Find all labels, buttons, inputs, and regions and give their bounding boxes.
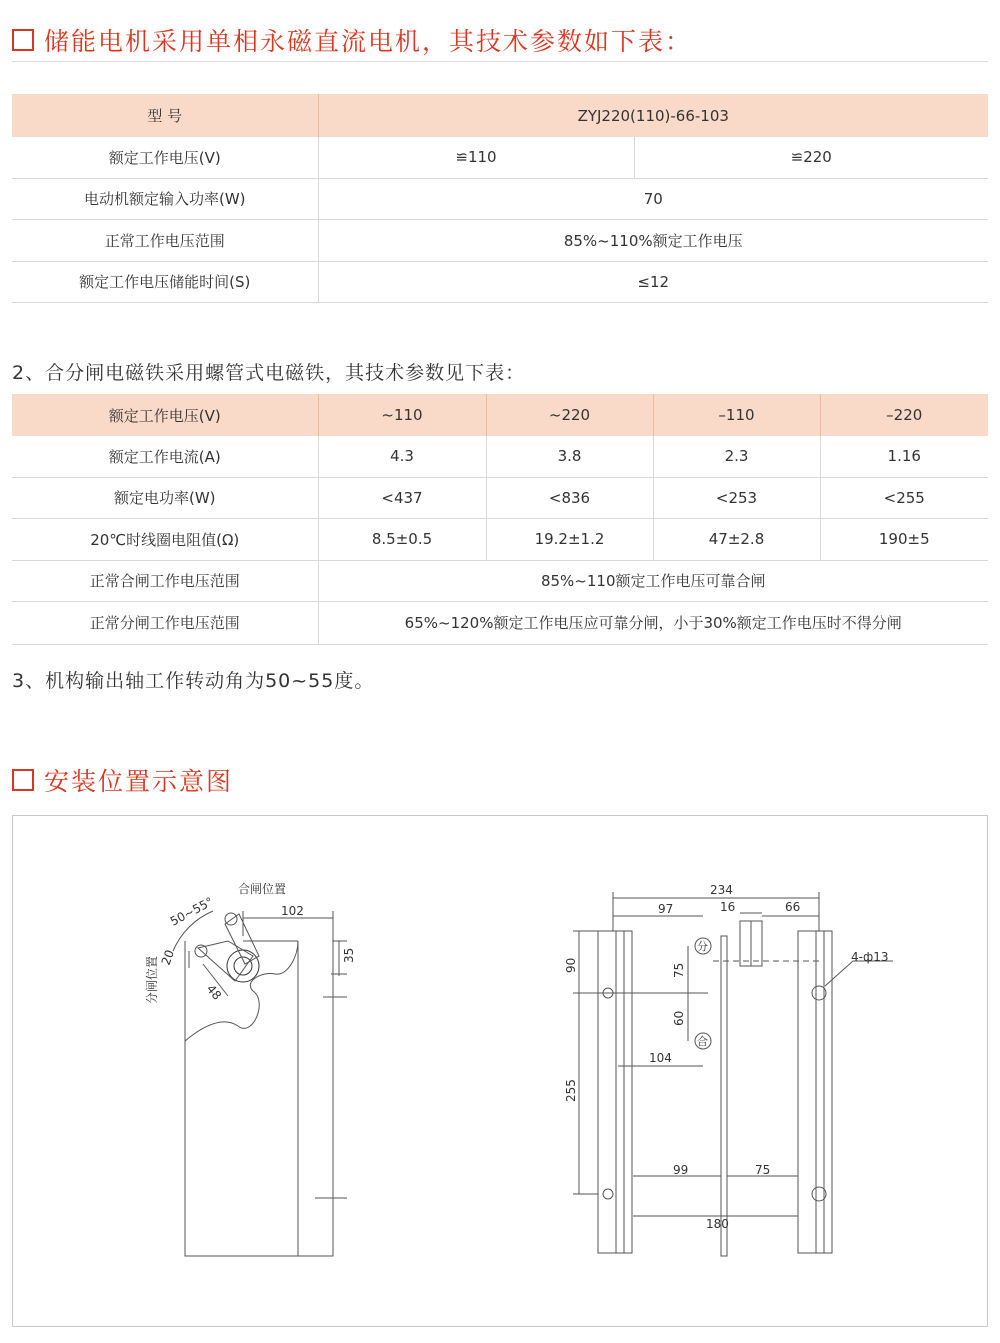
cell-value: 190±5 bbox=[820, 518, 988, 560]
col-header: ~220 bbox=[486, 394, 653, 436]
dim-20: 20 bbox=[158, 947, 178, 968]
dim-180: 180 bbox=[706, 1217, 729, 1231]
table-row bbox=[12, 560, 988, 601]
table-row bbox=[12, 219, 988, 261]
dim-255: 255 bbox=[564, 1079, 578, 1102]
dim-16: 16 bbox=[720, 900, 736, 914]
right-front-view bbox=[573, 892, 893, 1256]
dim-99: 99 bbox=[673, 1163, 689, 1177]
table-row bbox=[12, 178, 988, 219]
col-header: –220 bbox=[820, 394, 988, 436]
cell-value: 70 bbox=[318, 178, 988, 219]
row-label: 正常合闸工作电压范围 bbox=[12, 560, 318, 601]
col-header: ~110 bbox=[318, 394, 486, 436]
table-header-row bbox=[12, 94, 988, 137]
cell-value: 85%~110%额定工作电压 bbox=[318, 219, 988, 261]
cell-value: <255 bbox=[820, 477, 988, 518]
section1-heading bbox=[12, 22, 692, 58]
installation-diagram bbox=[12, 815, 988, 1327]
table-row bbox=[12, 261, 988, 302]
section2-title: 2、合分闸电磁铁采用螺管式电磁铁，其技术参数见下表： bbox=[12, 362, 526, 384]
holes-label: 4-ф13 bbox=[851, 950, 889, 964]
cell-value: 8.5±0.5 bbox=[318, 518, 486, 560]
row-label: 额定工作电压储能时间(S) bbox=[12, 261, 318, 302]
cell-value: 3.8 bbox=[486, 436, 653, 477]
dim-60: 60 bbox=[672, 1010, 686, 1026]
divider bbox=[12, 61, 988, 62]
cell-value: ≌220 bbox=[634, 137, 988, 178]
cell-value: ≌110 bbox=[318, 137, 634, 178]
angle-label: 50~55° bbox=[167, 894, 216, 929]
model-label: 型 号 bbox=[12, 94, 318, 137]
left-side-view bbox=[173, 911, 347, 1256]
cell-value: 47±2.8 bbox=[653, 518, 820, 560]
dim-102: 102 bbox=[281, 904, 304, 918]
dim-90: 90 bbox=[564, 957, 578, 973]
cell-value: 19.2±1.2 bbox=[486, 518, 653, 560]
cell-value: 2.3 bbox=[653, 436, 820, 477]
table-header-row bbox=[12, 394, 988, 436]
cell-value: ≤12 bbox=[318, 261, 988, 302]
close-mark: 合 bbox=[697, 1035, 708, 1048]
section4-heading bbox=[12, 762, 233, 798]
dim-66: 66 bbox=[785, 900, 801, 914]
row-label: 额定工作电流(A) bbox=[12, 436, 318, 477]
cell-value: <836 bbox=[486, 477, 653, 518]
table-row bbox=[12, 436, 988, 477]
table-row bbox=[12, 518, 988, 560]
section1-title: 储能电机采用单相永磁直流电机，其技术参数如下表： bbox=[44, 27, 693, 56]
open-position-label: 分闸位置 bbox=[145, 955, 159, 1004]
section3-text: 3、机构输出轴工作转动角为50~55度。 bbox=[12, 670, 375, 692]
close-position-label: 合闸位置 bbox=[238, 882, 287, 896]
installation-drawing bbox=[13, 816, 987, 1326]
row-label: 额定工作电压(V) bbox=[12, 137, 318, 178]
row-label: 20℃时线圈电阻值(Ω) bbox=[12, 518, 318, 560]
table-row bbox=[12, 137, 988, 178]
dim-75-horizontal: 75 bbox=[755, 1163, 771, 1177]
table-row bbox=[12, 601, 988, 644]
cell-value: 85%~110额定工作电压可靠合闸 bbox=[318, 560, 988, 601]
checkbox-square-icon bbox=[12, 29, 34, 51]
checkbox-square-icon bbox=[12, 769, 34, 791]
dim-75-vertical: 75 bbox=[672, 962, 686, 978]
col-header: –110 bbox=[653, 394, 820, 436]
cell-value: 4.3 bbox=[318, 436, 486, 477]
table-row bbox=[12, 477, 988, 518]
row-label: 额定电功率(W) bbox=[12, 477, 318, 518]
cell-value: 65%~120%额定工作电压应可靠分闸，小于30%额定工作电压时不得分闸 bbox=[318, 601, 988, 644]
voltage-label: 额定工作电压(V) bbox=[12, 394, 318, 436]
cell-value: <437 bbox=[318, 477, 486, 518]
cell-value: <253 bbox=[653, 477, 820, 518]
row-label: 正常工作电压范围 bbox=[12, 219, 318, 261]
row-label: 正常分闸工作电压范围 bbox=[12, 601, 318, 644]
row-label: 电动机额定输入功率(W) bbox=[12, 178, 318, 219]
motor-spec-table bbox=[12, 94, 988, 303]
dim-35: 35 bbox=[342, 947, 356, 963]
dim-234: 234 bbox=[710, 883, 733, 897]
section4-title: 安装位置示意图 bbox=[44, 767, 234, 796]
cell-value: 1.16 bbox=[820, 436, 988, 477]
dim-48: 48 bbox=[203, 981, 225, 1003]
dim-104: 104 bbox=[649, 1051, 672, 1065]
dim-97: 97 bbox=[658, 902, 674, 916]
model-value: ZYJ220(110)-66-103 bbox=[318, 94, 988, 137]
open-mark: 分 bbox=[697, 940, 708, 953]
electromagnet-spec-table bbox=[12, 394, 988, 645]
